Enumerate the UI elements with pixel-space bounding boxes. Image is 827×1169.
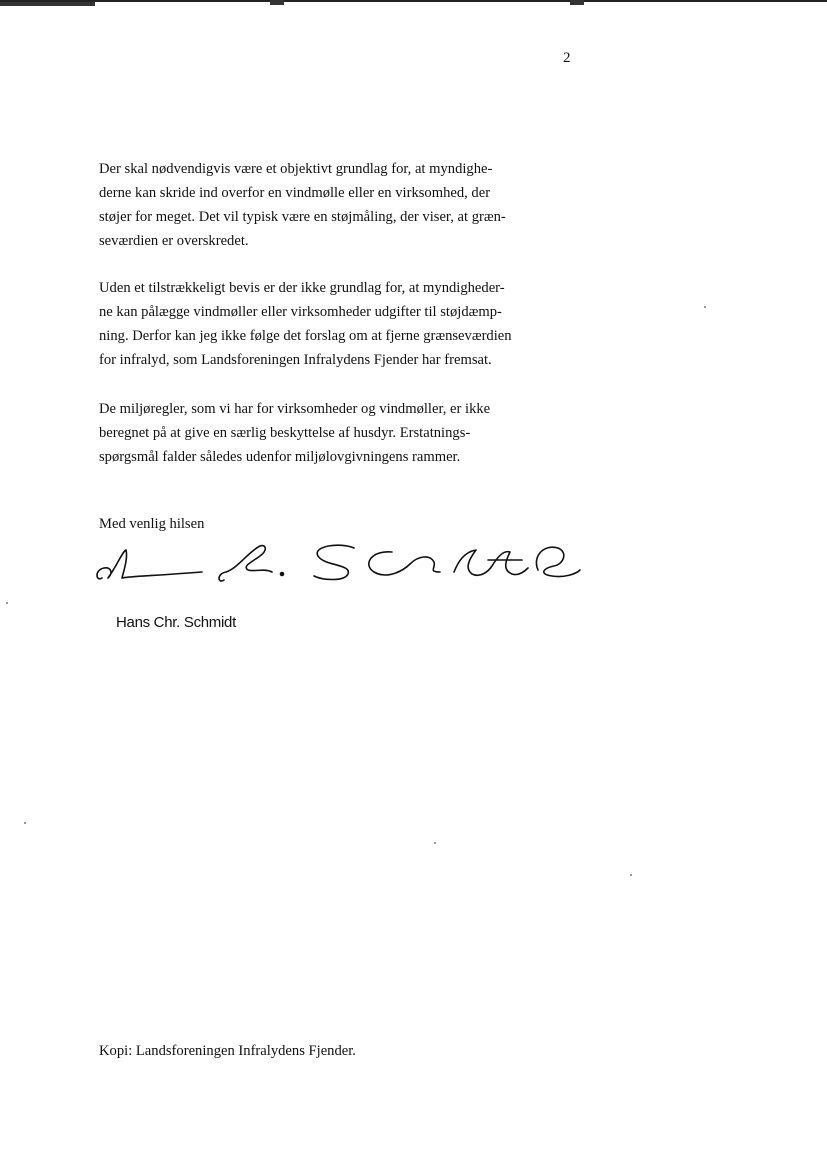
handwritten-signature-icon bbox=[92, 534, 582, 590]
body-paragraph-2 bbox=[99, 276, 589, 372]
paragraph-line: beregnet på at give en særlig beskyttelse af husdyr. Erstatnings- bbox=[99, 425, 471, 441]
scan-speck bbox=[704, 306, 706, 308]
paragraph-line: De miljøregler, som vi har for virksomheder og vindmøller, er ikke bbox=[99, 401, 491, 417]
closing-salutation: Med venlig hilsen bbox=[99, 516, 205, 532]
body-paragraph-3 bbox=[99, 397, 589, 469]
scan-speck bbox=[24, 822, 26, 824]
paragraph-line: ne kan pålægge vindmøller eller virksomheder udgifter til støjdæmp- bbox=[99, 304, 502, 320]
scan-speck bbox=[6, 602, 8, 604]
page-number: 2 bbox=[563, 50, 571, 66]
paragraph-line: spørgsmål falder således udenfor miljølovgivningens rammer. bbox=[99, 449, 461, 465]
scan-edge-artifact bbox=[0, 0, 827, 8]
paragraph-line: for infralyd, som Landsforeningen Infralydens Fjender har fremsat. bbox=[99, 352, 492, 368]
copy-recipient-note: Kopi: Landsforeningen Infralydens Fjender. bbox=[99, 1043, 356, 1059]
paragraph-line: Uden et tilstrækkeligt bevis er der ikke grundlag for, at myndigheder- bbox=[99, 280, 505, 296]
scan-speck bbox=[630, 874, 632, 876]
paragraph-line: derne kan skride ind overfor en vindmølle eller en virksomhed, der bbox=[99, 185, 491, 201]
signer-name: Hans Chr. Schmidt bbox=[116, 614, 236, 631]
paragraph-line: seværdien er overskredet. bbox=[99, 233, 249, 249]
paragraph-line: ning. Derfor kan jeg ikke følge det forslag om at fjerne grænseværdien bbox=[99, 328, 512, 344]
body-paragraph-1 bbox=[99, 157, 589, 253]
paragraph-line: Der skal nødvendigvis være et objektivt grundlag for, at myndighe- bbox=[99, 161, 493, 177]
scan-speck bbox=[434, 842, 436, 844]
paragraph-line: støjer for meget. Det vil typisk være en støjmåling, der viser, at græn- bbox=[99, 209, 506, 225]
